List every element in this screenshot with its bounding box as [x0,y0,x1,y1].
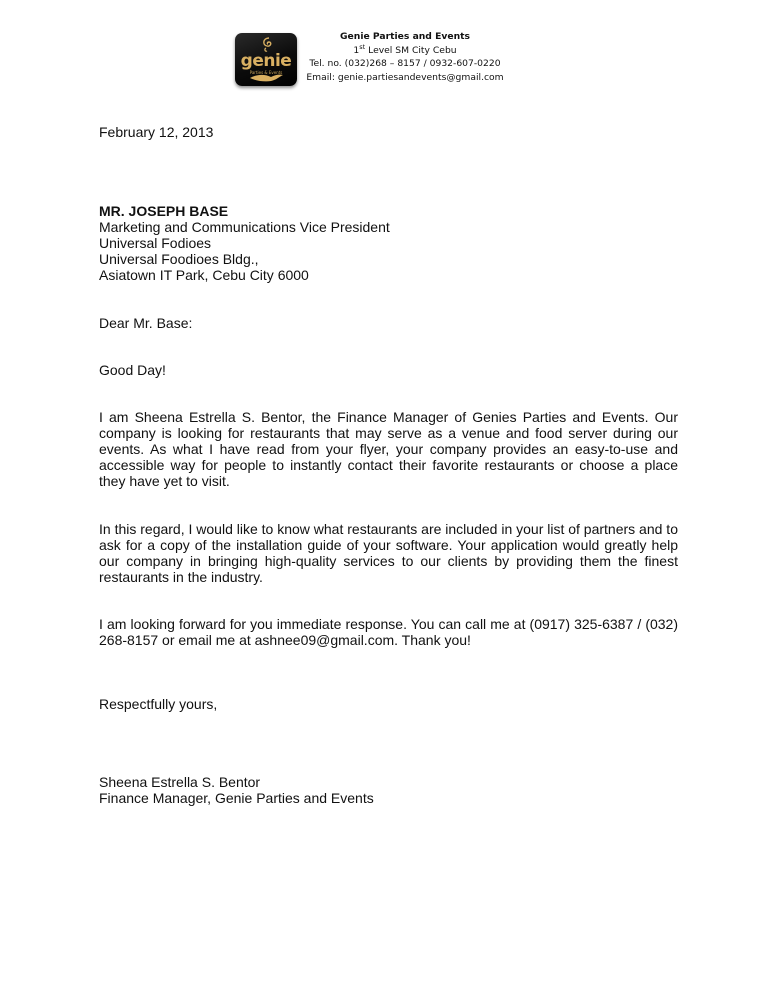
address-ordinal: 1 [353,44,360,56]
salutation: Dear Mr. Base: [99,315,193,331]
address-rest: Level SM City Cebu [365,44,457,56]
recipient-address: Asiatown IT Park, Cebu City 6000 [99,267,309,283]
body-paragraph-1: I am Sheena Estrella S. Bentor, the Finance Manager of Genies Parties and Events. Our company is looking for restaurants that may serve as a venue and food server during our events. As what I have read from your flyer, your company provides an easy-to-use and accessible way for people to instantly contact their favorite restaurants or choose a place they have yet to visit. [99,409,678,489]
company-telephone: Tel. no. (032)268 – 8157 / 0932-607-0220 [309,58,501,69]
recipient-title: Marketing and Communications Vice President [99,219,390,235]
signature-title: Finance Manager, Genie Parties and Events [99,790,374,806]
recipient-block [99,203,678,283]
body-paragraph-3: I am looking forward for you immediate response. You can call me at (0917) 325-6387 / (032) 268-8157 or email me at ashnee09@gmail.com. Thank you! [99,616,678,648]
company-logo [235,33,297,86]
address-superscript: st [359,42,366,51]
company-address [300,44,510,58]
recipient-name: MR. JOSEPH BASE [99,203,229,219]
greeting: Good Day! [99,362,166,378]
body-paragraph-2: In this regard, I would like to know what restaurants are included in your list of partners and to ask for a copy of the installation guide of your software. Your application would greatly help our company in bringing high-quality services to our clients by providing them the finest restaurants in the industry. [99,521,678,585]
letterhead-contact [300,30,510,84]
recipient-company: Universal Fodioes [99,235,212,251]
recipient-building: Universal Foodioes Bldg., [99,251,259,267]
letter-date: February 12, 2013 [99,124,214,140]
signature-name: Sheena Estrella S. Bentor [99,774,261,790]
logo-tagline: Parties & Events [249,70,283,75]
company-email: Email: genie.partiesandevents@gmail.com [306,71,504,83]
closing: Respectfully yours, [99,696,218,712]
logo-wordmark: genie [240,51,292,71]
signature-block [99,774,678,806]
company-name: Genie Parties and Events [340,31,470,42]
